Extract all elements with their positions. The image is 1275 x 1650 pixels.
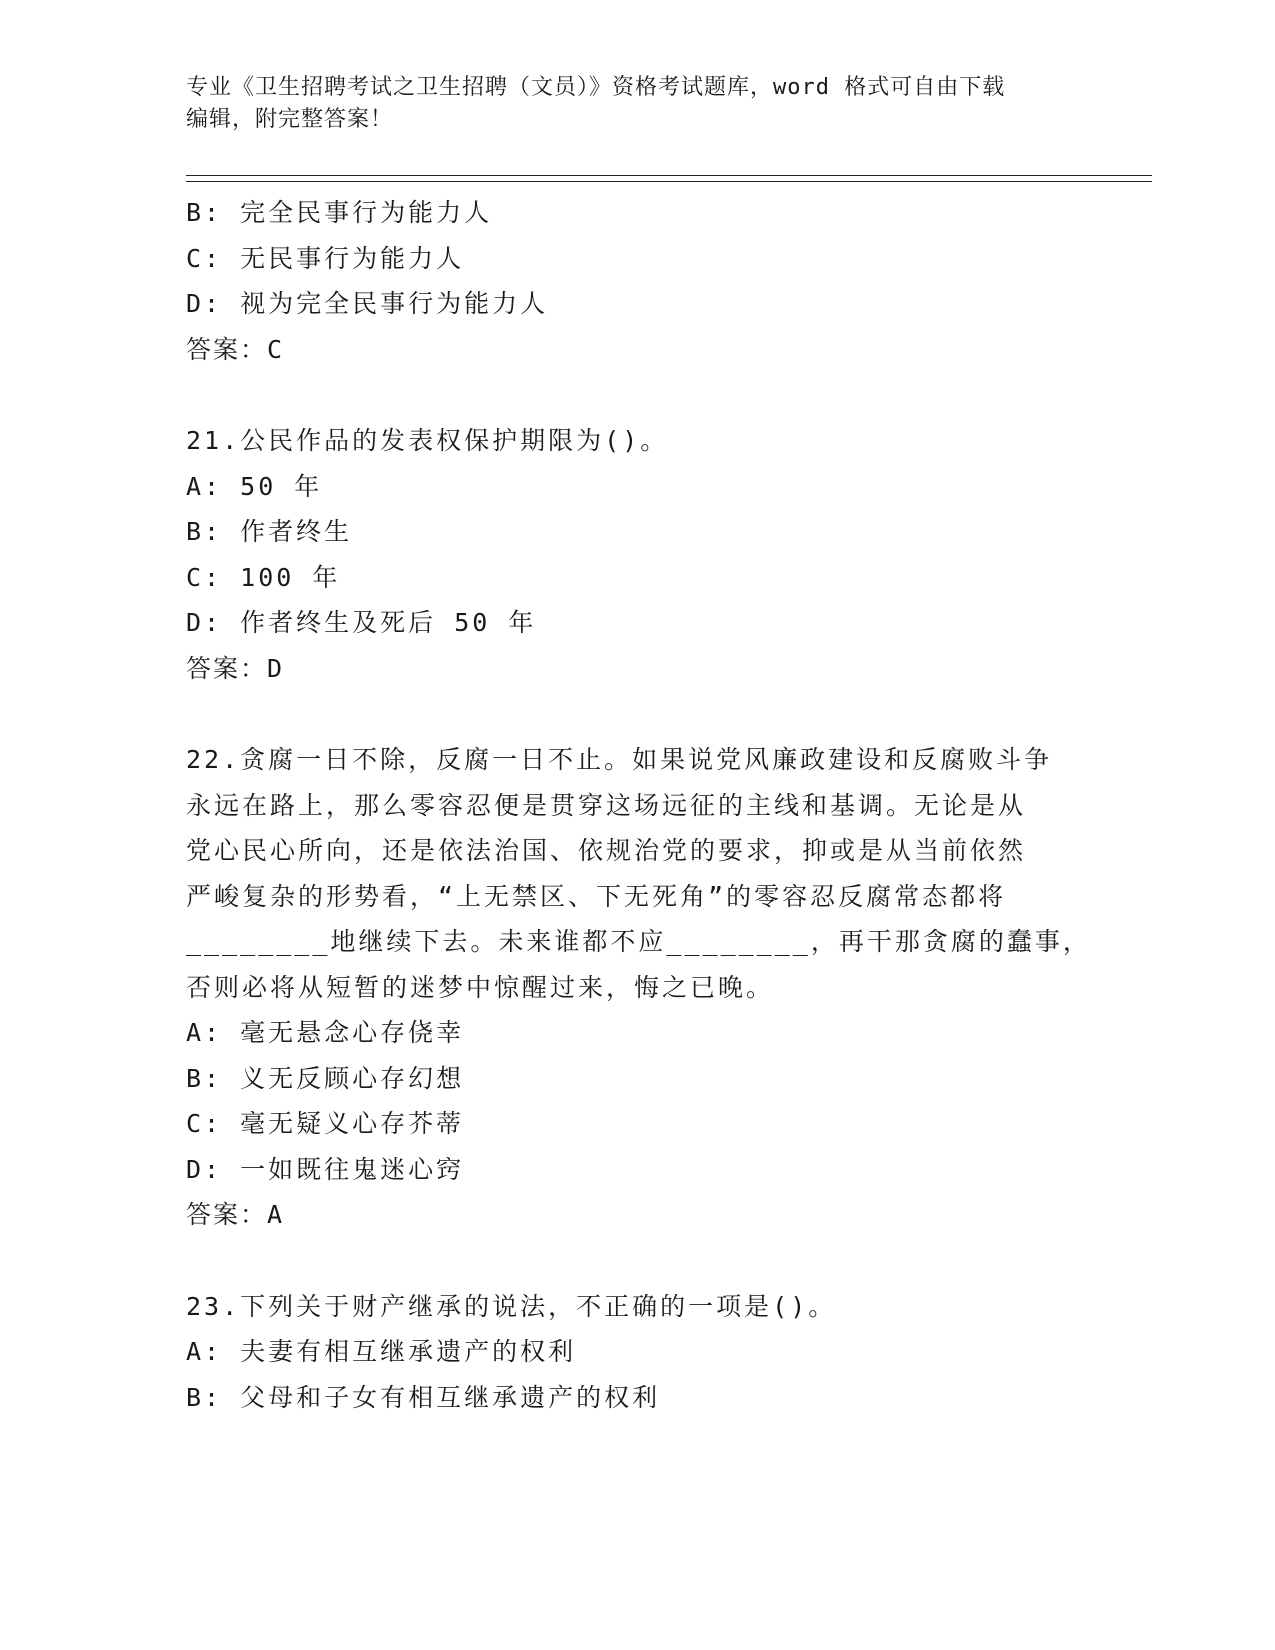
answer-value: D	[267, 653, 285, 683]
option-b: B: 父母和子女有相互继承遗产的权利	[186, 1382, 661, 1412]
option-a: A: 毫无悬念心存侥幸	[186, 1018, 465, 1047]
answer-label: 答案：	[186, 653, 268, 683]
option-c: C: 无民事行为能力人	[186, 243, 465, 273]
question-21	[186, 418, 1086, 691]
question-stem-line: ________地继续下去。未来谁都不应________，再干那贪腐的蠢事，	[186, 927, 1091, 956]
question-23	[186, 1284, 1086, 1421]
question-stem-line: 永远在路上，那么零容忍便是贯穿这场远征的主线和基调。无论是从	[186, 790, 1027, 820]
option-d: D: 一如既往鬼迷心窍	[186, 1154, 465, 1184]
option-a: A: 夫妻有相互继承遗产的权利	[186, 1337, 577, 1366]
option-d: D: 视为完全民事行为能力人	[186, 289, 549, 318]
option-d: D: 作者终生及死后 50 年	[186, 608, 537, 637]
question-stem: 21.公民作品的发表权保护期限为()。	[186, 426, 669, 455]
option-b: B: 作者终生	[186, 517, 353, 546]
question-list	[186, 190, 1091, 1420]
question-20-tail	[186, 190, 1086, 372]
answer-value: A	[267, 1200, 285, 1229]
option-b: B: 完全民事行为能力人	[186, 198, 493, 227]
question-22	[186, 737, 1091, 1238]
header-divider-top	[186, 175, 1152, 176]
question-stem-line: 22.贪腐一日不除，反腐一日不止。如果说党风廉政建设和反腐败斗争	[186, 745, 1053, 774]
question-stem-line: 否则必将从短暂的迷梦中惊醒过来，悔之已晚。	[186, 972, 775, 1002]
header-line-2: 编辑，附完整答案！	[186, 107, 394, 132]
answer-label: 答案：	[186, 334, 268, 364]
answer-row	[186, 646, 1086, 692]
option-c: C: 毫无疑义心存芥蒂	[186, 1109, 465, 1138]
header-divider-bottom	[186, 181, 1152, 182]
option-a: A: 50 年	[186, 471, 323, 501]
question-stem: 23.下列关于财产继承的说法，不正确的一项是()。	[186, 1291, 837, 1321]
option-b: B: 义无反顾心存幻想	[186, 1063, 465, 1093]
document-header	[186, 72, 1066, 136]
answer-row	[186, 327, 1086, 373]
option-c: C: 100 年	[186, 562, 341, 592]
header-line-1: 专业《卫生招聘考试之卫生招聘（文员）》资格考试题库，word 格式可自由下载	[186, 75, 1006, 100]
answer-label: 答案：	[186, 1200, 268, 1229]
answer-row	[186, 1192, 1086, 1238]
question-stem-line: 严峻复杂的形势看，“上无禁区、下无死角”的零容忍反腐常态都将	[186, 881, 1007, 911]
answer-value: C	[267, 334, 285, 364]
question-stem-line: 党心民心所向，还是依法治国、依规治党的要求，抑或是从当前依然	[186, 836, 1027, 865]
